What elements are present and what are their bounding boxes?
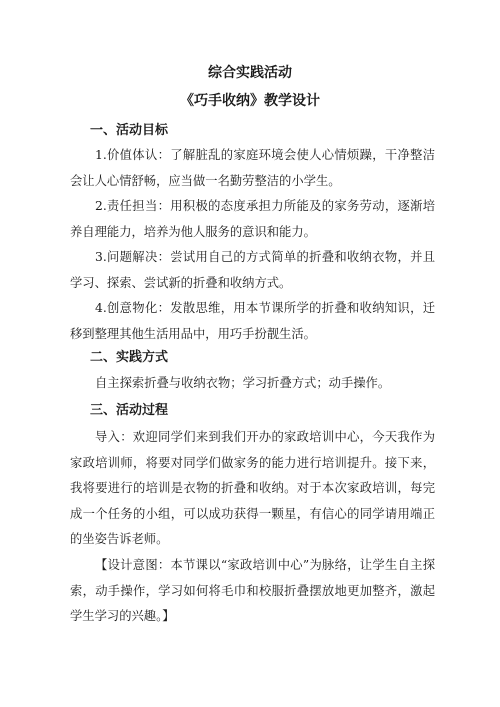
document-subtitle: 《巧手收纳》教学设计 (180, 93, 320, 109)
section-heading-method: 二、实践方式 (90, 350, 169, 365)
section-heading-process: 三、活动过程 (90, 403, 169, 418)
goal-paragraph-1: 1.价值体认：了解脏乱的家庭环境会使人心情烦躁，干净整洁会让人心情舒畅，应当做一名勤劳整洁的小学生。 (70, 148, 435, 188)
process-intro-paragraph: 导入：欢迎同学们来到我们开办的家政培训中心，今天我作为家政培训师，将要对同学们做家务的能力进行培训提升。接下来，我将要进行的培训是衣物的折叠和收纳。对于本次家政培训，每完成一个任务的小组，可以成功获得一颗星，有信心的同学请用端正的坐姿告诉老师。 (70, 430, 435, 546)
method-paragraph: 自主探索折叠与收纳衣物；学习折叠方式；动手操作。 (95, 376, 391, 390)
goal-paragraph-3: 3.问题解决：尝试用自己的方式简单的折叠和收纳衣物，并且学习、探索、尝试新的折叠和收纳方式。 (70, 250, 435, 290)
goal-paragraph-4: 4.创意物化：发散思维，用本节课所学的折叠和收纳知识，迁移到整理其他生活用品中，用巧手扮靓生活。 (70, 301, 435, 341)
design-intent-paragraph: 【设计意图：本节课以“家政培训中心”为脉络，让学生自主探索，动手操作，学习如何将毛巾和校服折叠摆放地更加整齐，激起学生学习的兴趣。】 (70, 558, 435, 623)
goal-paragraph-2: 2.责任担当：用积极的态度承担力所能及的家务劳动，逐渐培养自理能力，培养为他人服务的意识和能力。 (70, 199, 435, 239)
document-title: 综合实践活动 (208, 65, 292, 81)
section-heading-goals: 一、活动目标 (90, 123, 169, 138)
